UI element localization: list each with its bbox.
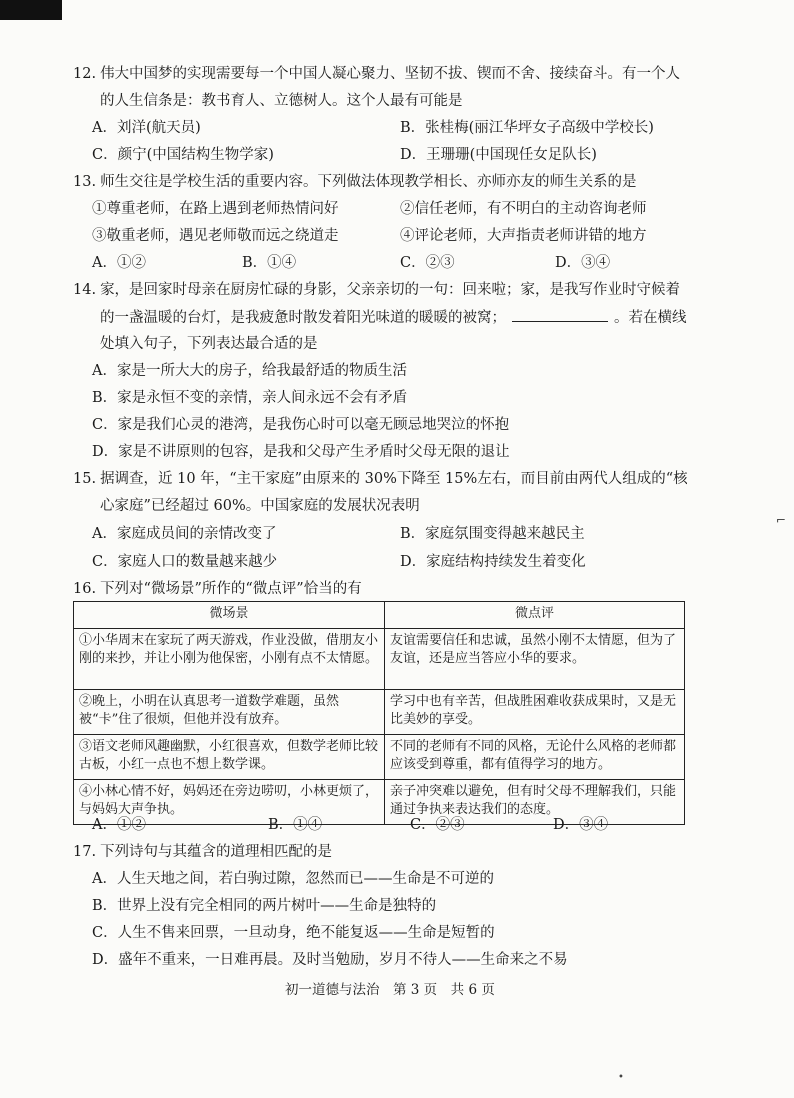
table-header-comment: 微点评 [385,602,685,629]
q14-option-b: B．家是永恒不变的亲情，亲人间永远不会有矛盾 [92,390,408,406]
q15-stem-line1: 15. 据调查，近 10 年，“主干家庭”由原来的 30%下降至 15%左右，而目前由两代人组成的“核 [73,471,688,487]
q15-option-c: C．家庭人口的数量越来越少 [92,554,278,570]
q13-statement-2: ②信任老师，有不明白的主动咨询老师 [400,201,647,217]
q13-statement-1: ①尊重老师，在路上遇到老师热情问好 [92,201,339,217]
table-cell-comment: 友谊需要信任和忠诚，虽然小刚不太情愿，但为了友谊，还是应当答应小华的要求。 [385,629,685,690]
margin-mark: ⌐ [776,513,787,527]
q15-option-d: D．家庭结构持续发生着变化 [400,554,586,570]
q16-option-d: D．③④ [553,817,609,833]
table-header-scene: 微场景 [74,602,385,629]
table-cell-scene: ④小林心情不好，妈妈还在旁边唠叨，小林更烦了，与妈妈大声争执。 [74,780,385,825]
q12-stem-line1: 12. 伟大中国梦的实现需要每一个中国人凝心聚力、坚韧不拔、锲而不舍、接续奋斗。有一个人 [73,66,681,82]
q16-option-c: C．②③ [410,817,465,833]
scan-corner-mark [0,0,62,20]
table-cell-scene: ①小华周末在家玩了两天游戏，作业没做，借朋友小刚的来抄，并让小刚为他保密，小刚有点不太情愿。 [74,629,385,690]
q13-statement-3: ③敬重老师，遇见老师敬而远之绕道走 [92,228,339,244]
table-row [74,735,685,780]
q16-option-a: A．①② [92,817,146,833]
table-cell-comment: 不同的老师有不同的风格，无论什么风格的老师都应该受到尊重，都有值得学习的地方。 [385,735,685,780]
scan-speck: • [618,1072,624,1083]
q16-option-b: B．①④ [268,817,323,833]
q15-stem-line2: 心家庭”已经超过 60%。中国家庭的发展状况表明 [100,498,420,514]
scenario-table [73,601,685,825]
q14-stem-line3: 处填入句子，下列表达最合适的是 [100,336,318,352]
table-cell-comment: 亲子冲突难以避免，但有时父母不理解我们，只能通过争执来表达我们的态度。 [385,780,685,825]
q14-option-d: D．家是不讲原则的包容，是我和父母产生矛盾时父母无限的退让 [92,444,510,460]
q17-option-c: C．人生不售来回票，一旦动身，绝不能复返——生命是短暂的 [92,925,495,941]
q15-option-b: B．家庭氛围变得越来越民主 [400,526,585,542]
table-row [74,690,685,735]
q17-option-a: A．人生天地之间，若白驹过隙，忽然而已——生命是不可逆的 [92,871,494,887]
page-footer: 初一道德与法治 第 3 页 共 6 页 [285,982,495,998]
q14-option-c: C．家是我们心灵的港湾，是我伤心时可以毫无顾忌地哭泣的怀抱 [92,417,510,433]
q12-option-a: A．刘洋(航天员) [92,120,201,136]
q15-option-a: A．家庭成员间的亲情改变了 [92,526,277,542]
q17-stem: 17. 下列诗句与其蕴含的道理相匹配的是 [73,844,333,860]
q17-option-d: D．盛年不重来，一日难再晨。及时当勉励，岁月不待人——生命来之不易 [92,952,568,968]
q16-stem: 16. 下列对“微场景”所作的“微点评”恰当的有 [73,581,362,597]
q13-option-c: C．②③ [400,255,455,271]
q12-option-b: B．张桂梅(丽江华坪女子高级中学校长) [400,120,654,136]
q14-option-a: A．家是一所大大的房子，给我最舒适的物质生活 [92,363,407,379]
q14-stem-line1: 14. 家，是回家时母亲在厨房忙碌的身影，父亲亲切的一句：回来啦；家，是我写作业时守候着 [73,282,681,298]
q12-stem-line2: 的人生信条是：教书育人、立德树人。这个人最有可能是 [100,93,463,109]
q13-option-b: B．①④ [242,255,297,271]
q14-stem-line2: 的一盏温暖的台灯，是我疲惫时散发着阳光味道的暖暖的被窝； 。若在横线 [100,307,687,328]
q13-option-a: A．①② [92,255,146,271]
table-cell-scene: ③语文老师风趣幽默，小红很喜欢，但数学老师比较古板，小红一点也不想上数学课。 [74,735,385,780]
q12-option-c: C．颜宁(中国结构生物学家) [92,147,274,163]
table-row [74,629,685,690]
q13-stem: 13. 师生交往是学校生活的重要内容。下列做法体现教学相长、亦师亦友的师生关系的是 [73,174,637,190]
q13-option-d: D．③④ [555,255,611,271]
table-cell-comment: 学习中也有辛苦，但战胜困难收获成果时，又是无比美妙的享受。 [385,690,685,735]
q13-statement-4: ④评论老师，大声指责老师讲错的地方 [400,228,647,244]
table-cell-scene: ②晚上，小明在认真思考一道数学难题，虽然被“卡”住了很烦，但他并没有放弃。 [74,690,385,735]
answer-blank [512,307,608,322]
q12-option-d: D．王珊珊(中国现任女足队长) [400,147,597,163]
q17-option-b: B．世界上没有完全相同的两片树叶——生命是独特的 [92,898,437,914]
